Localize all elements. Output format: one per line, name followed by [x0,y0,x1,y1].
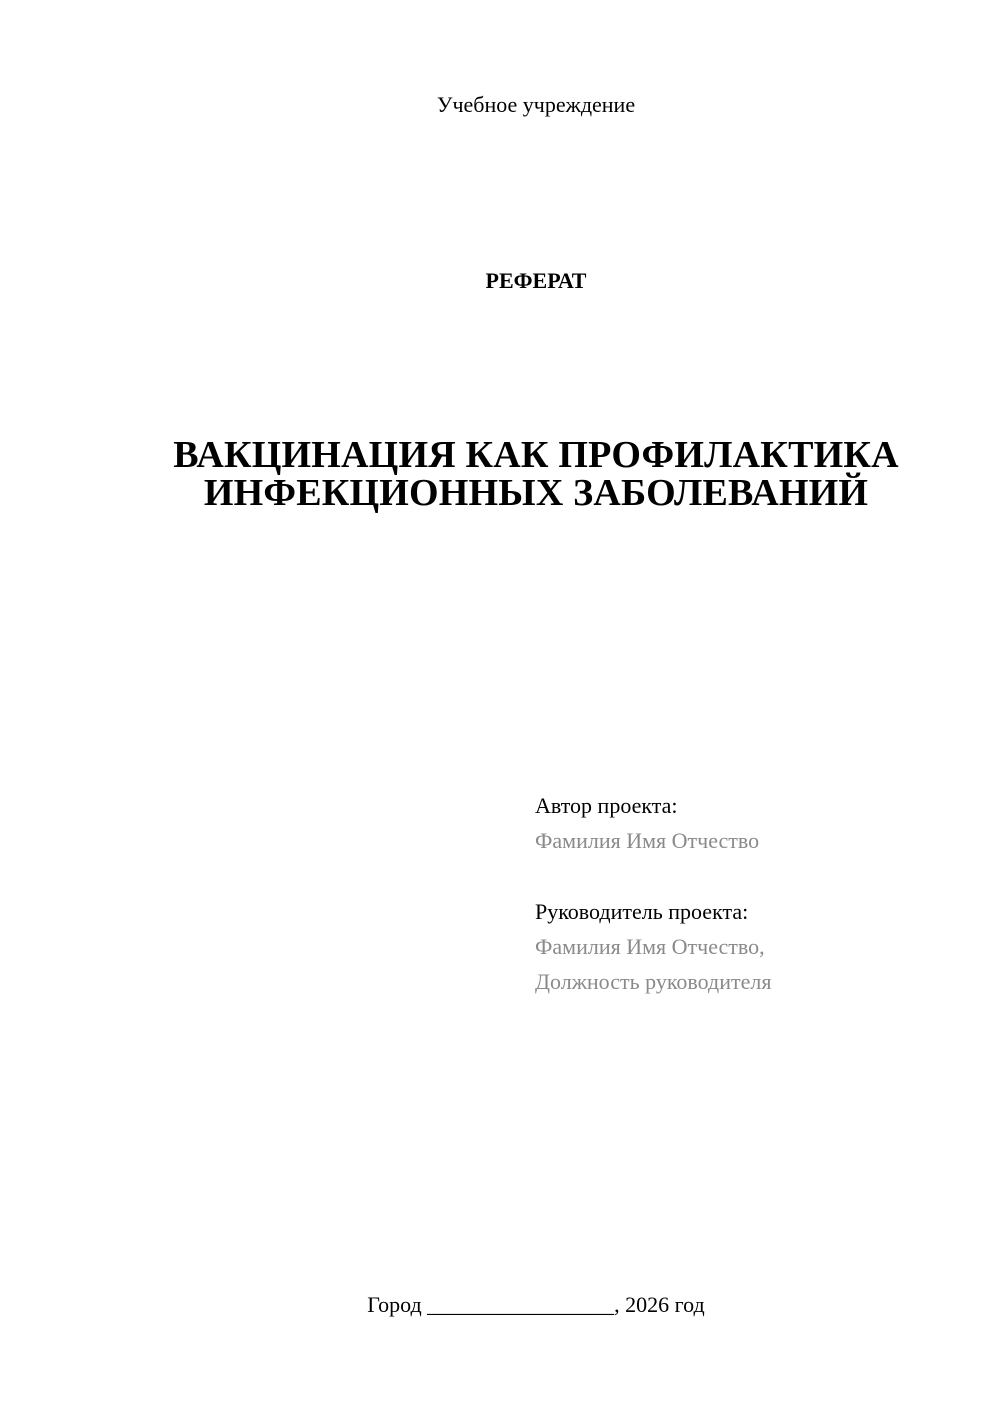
supervisor-name: Фамилия Имя Отчество, [535,934,765,959]
credits-block [535,788,975,999]
supervisor-position: Должность руководителя [535,969,772,994]
credits-spacer [535,858,975,894]
author-name: Фамилия Имя Отчество [535,828,760,853]
supervisor-label: Руководитель проекта: [535,899,749,924]
document-title-line-1: ВАКЦИНАЦИЯ КАК ПРОФИЛАКТИКА [173,434,899,476]
document-type: РЕФЕРАТ [485,268,587,293]
document-title [0,436,1000,512]
document-title-line-2: ИНФЕКЦИОННЫХ ЗАБОЛЕВАНИЙ [203,472,869,514]
institution-name: Учебное учреждение [436,92,636,117]
author-label: Автор проекта: [535,793,678,818]
city-year-line: Город _________________, 2026 год [367,1292,705,1317]
